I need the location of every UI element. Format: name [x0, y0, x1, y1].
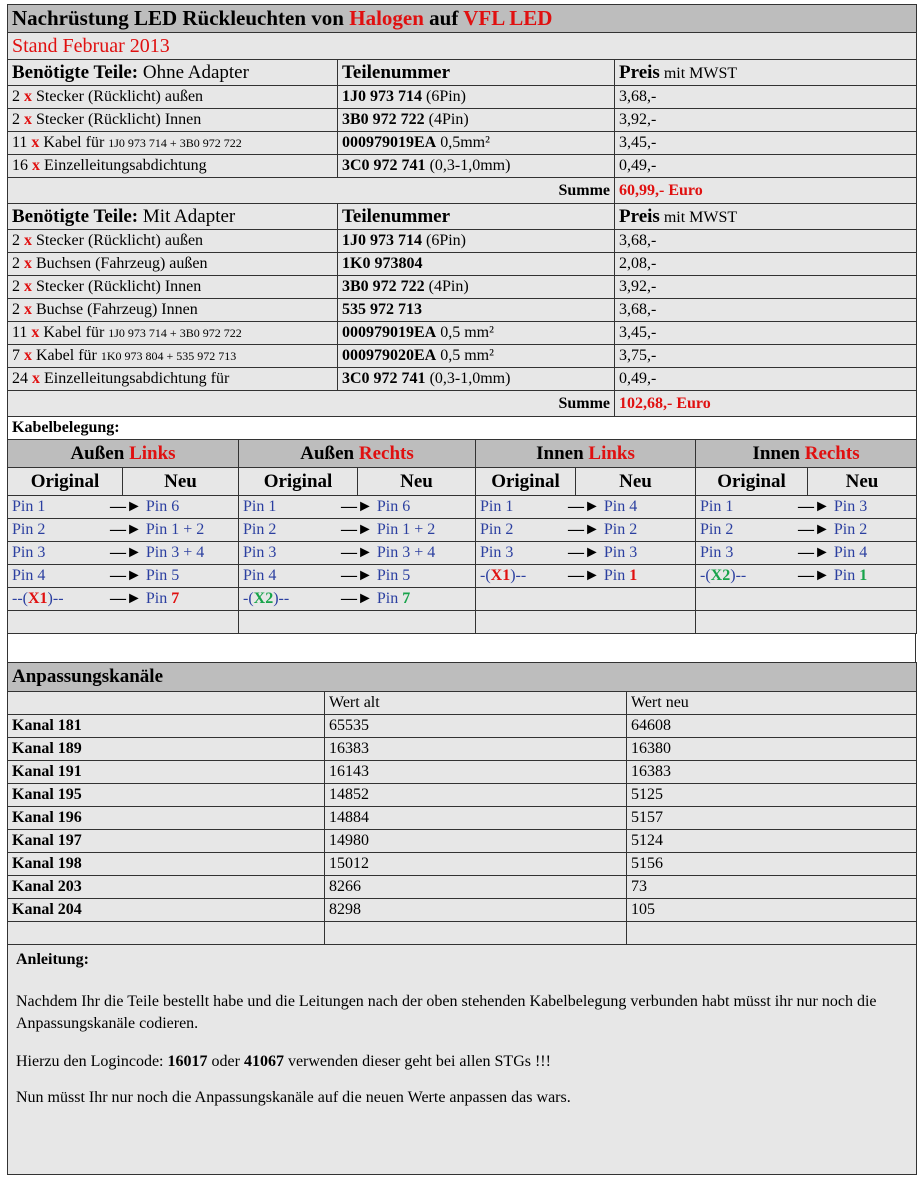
pin-mapping: Pin 3 —► Pin 3 + 4 [8, 542, 239, 565]
channel-new-value: 5125 [627, 784, 917, 807]
pin-group-header: Innen Rechts [696, 440, 917, 468]
part-desc: 2 x Buchse (Fahrzeug) Innen [8, 299, 338, 322]
part-row [8, 86, 917, 109]
part-row [8, 322, 917, 345]
channel-name: Kanal 204 [8, 899, 325, 922]
channel-old-value: 15012 [325, 853, 627, 876]
part-number: 1J0 973 714 (6Pin) [338, 86, 615, 109]
sum-label: Summe [338, 178, 615, 204]
part-desc: 2 x Stecker (Rücklicht) außen [8, 86, 338, 109]
part-desc: 2 x Stecker (Rücklicht) Innen [8, 109, 338, 132]
part-number: 1K0 973804 [338, 253, 615, 276]
col-original: Original [239, 468, 358, 496]
pin-row [8, 542, 917, 565]
spacer [7, 634, 916, 662]
part-price: 3,68,- [615, 299, 917, 322]
document-page [7, 4, 916, 1175]
part-price: 3,45,- [615, 322, 917, 345]
sum-value: 60,99,- Euro [615, 178, 917, 204]
part-price: 3,68,- [615, 230, 917, 253]
ohne-adapter-heading: Benötigte Teile: Ohne Adapter [8, 60, 338, 86]
pin-mapping: Pin 2 —► Pin 1 + 2 [8, 519, 239, 542]
channel-name: Kanal 181 [8, 715, 325, 738]
part-desc: 7 x Kabel für 1K0 973 804 + 535 972 713 [8, 345, 338, 368]
pin-row [8, 588, 917, 611]
parts-table [7, 4, 917, 439]
part-number: 000979019EA 0,5 mm² [338, 322, 615, 345]
pin-mapping: -(X1)-- —► Pin 1 [476, 565, 696, 588]
part-price: 3,92,- [615, 109, 917, 132]
channel-name: Kanal 203 [8, 876, 325, 899]
part-row [8, 368, 917, 391]
channel-name: Kanal 195 [8, 784, 325, 807]
channel-row [8, 715, 917, 738]
pin-mapping: Pin 1 —► Pin 4 [476, 496, 696, 519]
channel-name: Kanal 197 [8, 830, 325, 853]
part-number: 535 972 713 [338, 299, 615, 322]
pin-mapping: Pin 1 —► Pin 6 [8, 496, 239, 519]
channel-old-value: 8298 [325, 899, 627, 922]
pin-row [8, 611, 917, 634]
channel-new-value: 5156 [627, 853, 917, 876]
part-desc: 11 x Kabel für 1J0 973 714 + 3B0 972 722 [8, 132, 338, 155]
pin-mapping: Pin 3 —► Pin 3 [476, 542, 696, 565]
channel-name: Kanal 189 [8, 738, 325, 761]
part-number-header: Teilenummer [338, 60, 615, 86]
channel-new-value: 105 [627, 899, 917, 922]
col-original: Original [476, 468, 576, 496]
channel-row [8, 784, 917, 807]
pin-group-header: Außen Rechts [239, 440, 476, 468]
col-original: Original [696, 468, 808, 496]
part-row [8, 155, 917, 178]
part-number: 3C0 972 741 (0,3-1,0mm) [338, 368, 615, 391]
mit-adapter-heading: Benötigte Teile: Mit Adapter [8, 204, 338, 230]
part-number: 3B0 972 722 (4Pin) [338, 109, 615, 132]
col-neu: Neu [808, 468, 917, 496]
part-desc: 2 x Stecker (Rücklicht) Innen [8, 276, 338, 299]
instructions-p3: Nun müsst Ihr nur noch die Anpassungskanäle auf die neuen Werte anpassen das wars. [16, 1089, 571, 1106]
channel-row [8, 830, 917, 853]
instructions-title: Anleitung: [16, 951, 89, 968]
channel-name: Kanal 198 [8, 853, 325, 876]
price-header: Preis mit MWST [615, 204, 917, 230]
channel-new-value: 64608 [627, 715, 917, 738]
channels-table [7, 662, 917, 1175]
part-number: 000979019EA 0,5mm² [338, 132, 615, 155]
channel-old-value: 14852 [325, 784, 627, 807]
instructions [8, 945, 917, 1175]
channel-old-value: 65535 [325, 715, 627, 738]
pin-table [7, 439, 917, 634]
pin-mapping: Pin 2 —► Pin 2 [696, 519, 917, 542]
channel-old-value: 16383 [325, 738, 627, 761]
stand-date: Stand Februar 2013 [8, 33, 917, 60]
part-price: 0,49,- [615, 368, 917, 391]
channel-row [8, 853, 917, 876]
pin-group-header: Außen Links [8, 440, 239, 468]
pin-mapping: Pin 2 —► Pin 1 + 2 [239, 519, 476, 542]
instructions-p1: Nachdem Ihr die Teile bestellt habe und die Leitungen nach der oben stehenden Kabelbelegung verbunden habt müsst ihr nur noch die Anpassungskanäle codieren. [16, 993, 877, 1032]
pin-row [8, 519, 917, 542]
col-neu: Neu [123, 468, 239, 496]
channel-new-value: 16380 [627, 738, 917, 761]
page-title: Nachrüstung LED Rückleuchten von Halogen auf VFL LED [8, 5, 917, 33]
pin-mapping: -(X2)-- —► Pin 1 [696, 565, 917, 588]
pin-mapping: -(X2)-- —► Pin 7 [239, 588, 476, 611]
part-row [8, 253, 917, 276]
channel-new-value: 5157 [627, 807, 917, 830]
pin-mapping: Pin 3 —► Pin 3 + 4 [239, 542, 476, 565]
channel-new-value: 73 [627, 876, 917, 899]
channel-name: Kanal 196 [8, 807, 325, 830]
channel-old-value: 16143 [325, 761, 627, 784]
part-row [8, 299, 917, 322]
part-row [8, 132, 917, 155]
col-neu: Neu [576, 468, 696, 496]
channel-old-value: 14884 [325, 807, 627, 830]
channel-new-value: 5124 [627, 830, 917, 853]
part-row [8, 276, 917, 299]
pin-mapping: Pin 1 —► Pin 6 [239, 496, 476, 519]
pin-group-header: Innen Links [476, 440, 696, 468]
part-row [8, 109, 917, 132]
part-price: 3,68,- [615, 86, 917, 109]
part-price: 3,92,- [615, 276, 917, 299]
sum-label: Summe [338, 391, 615, 417]
part-row [8, 345, 917, 368]
channel-old-value: 8266 [325, 876, 627, 899]
pin-mapping: Pin 4 —► Pin 5 [8, 565, 239, 588]
pin-mapping: Pin 2 —► Pin 2 [476, 519, 696, 542]
part-desc: 16 x Einzelleitungsabdichtung [8, 155, 338, 178]
channel-row [8, 876, 917, 899]
channel-new-value: 16383 [627, 761, 917, 784]
part-price: 2,08,- [615, 253, 917, 276]
part-desc: 11 x Kabel für 1J0 973 714 + 3B0 972 722 [8, 322, 338, 345]
part-number: 3B0 972 722 (4Pin) [338, 276, 615, 299]
pin-mapping: Pin 3 —► Pin 4 [696, 542, 917, 565]
pin-row [8, 496, 917, 519]
part-desc: 24 x Einzelleitungsabdichtung für [8, 368, 338, 391]
part-desc: 2 x Stecker (Rücklicht) außen [8, 230, 338, 253]
channel-row [8, 738, 917, 761]
part-row [8, 230, 917, 253]
pin-mapping: --(X1)-- —► Pin 7 [8, 588, 239, 611]
price-header: Preis mit MWST [615, 60, 917, 86]
col-neu: Neu [358, 468, 476, 496]
part-number: 3C0 972 741 (0,3-1,0mm) [338, 155, 615, 178]
pin-mapping: Pin 4 —► Pin 5 [239, 565, 476, 588]
channel-row [8, 807, 917, 830]
channel-row [8, 761, 917, 784]
part-number-header: Teilenummer [338, 204, 615, 230]
part-price: 3,75,- [615, 345, 917, 368]
part-number: 000979020EA 0,5 mm² [338, 345, 615, 368]
part-number: 1J0 973 714 (6Pin) [338, 230, 615, 253]
part-price: 0,49,- [615, 155, 917, 178]
kabel-title: Kabelbelegung: [8, 417, 917, 440]
channel-name: Kanal 191 [8, 761, 325, 784]
pin-row [8, 565, 917, 588]
channel-row [8, 899, 917, 922]
part-desc: 2 x Buchsen (Fahrzeug) außen [8, 253, 338, 276]
sum-value: 102,68,- Euro [615, 391, 917, 417]
col-wert-neu: Wert neu [627, 692, 917, 715]
channels-title: Anpassungskanäle [8, 663, 917, 692]
col-original: Original [8, 468, 123, 496]
instructions-p2: Hierzu den Logincode: 16017 oder 41067 verwenden dieser geht bei allen STGs !!! [16, 1053, 551, 1070]
channel-old-value: 14980 [325, 830, 627, 853]
part-price: 3,45,- [615, 132, 917, 155]
col-wert-alt: Wert alt [325, 692, 627, 715]
pin-mapping: Pin 1 —► Pin 3 [696, 496, 917, 519]
